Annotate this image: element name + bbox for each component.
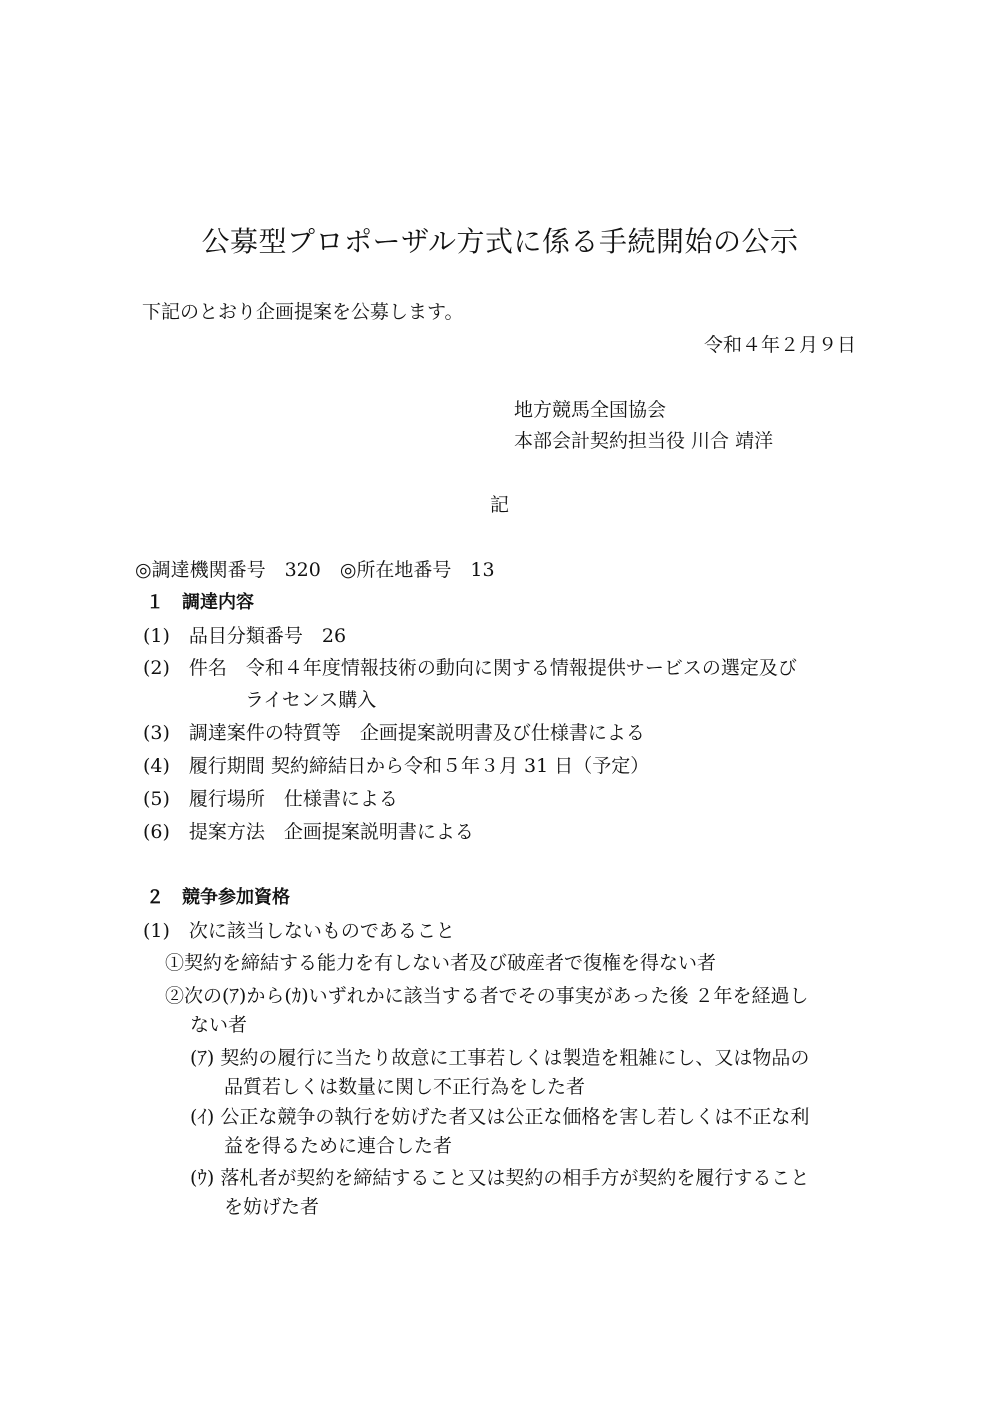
section1-item-6: (6) 提案方法 企画提案説明書による: [143, 821, 474, 843]
section2-sub-a: (ｱ) 契約の履行に当たり故意に工事若しくは製造を粗雑にし、又は物品の: [190, 1047, 810, 1069]
section2-sub-u: (ｳ) 落札者が契約を締結すること又は契約の相手方が契約を履行すること: [190, 1167, 810, 1189]
section2-sub-a-cont: 品質若しくは数量に関し不正行為をした者: [224, 1076, 586, 1098]
intro-text: 下記のとおり企画提案を公募します。: [142, 301, 464, 323]
section2-sub-i-cont: 益を得るために連合した者: [224, 1135, 453, 1157]
section2-sub-i: (ｲ) 公正な競争の執行を妨げた者又は公正な価格を害し若しくは不正な利: [190, 1106, 810, 1128]
section2-heading: ２ 競争参加資格: [146, 887, 290, 908]
section1-item-2-cont: ライセンス購入: [245, 689, 377, 711]
section1-item-1: (1) 品目分類番号 26: [143, 625, 347, 647]
section2-item-1: (1) 次に該当しないものであること: [143, 920, 455, 942]
section2-sub-2-cont: ない者: [190, 1014, 248, 1036]
section1-heading: １ 調達内容: [146, 592, 254, 613]
section2-sub-2: ②次の(ｱ)から(ｶ)いずれかに該当する者でその事実があった後 ２年を経過し: [165, 985, 809, 1007]
section2-sub-1: ①契約を締結する能力を有しない者及び破産者で復権を得ない者: [165, 952, 717, 974]
ki-heading: 記: [490, 494, 510, 516]
section1-item-3: (3) 調達案件の特質等 企画提案説明書及び仕様書による: [143, 722, 645, 744]
issuer-officer: 本部会計契約担当役 川合 靖洋: [514, 430, 774, 452]
section1-item-5: (5) 履行場所 仕様書による: [143, 788, 398, 810]
notice-date: 令和４年２月９日: [703, 334, 856, 356]
document-title: 公募型プロポーザル方式に係る手続開始の公示: [201, 225, 799, 258]
procurement-numbers: ◎調達機関番号 320 ◎所在地番号 13: [135, 559, 495, 581]
section1-item-2: (2) 件名 令和４年度情報技術の動向に関する情報提供サービスの選定及び: [143, 657, 797, 679]
section2-sub-u-cont: を妨げた者: [224, 1196, 320, 1218]
issuer-organization: 地方競馬全国協会: [514, 399, 667, 421]
section1-item-4: (4) 履行期間 契約締結日から令和５年３月 31 日（予定）: [143, 755, 650, 777]
